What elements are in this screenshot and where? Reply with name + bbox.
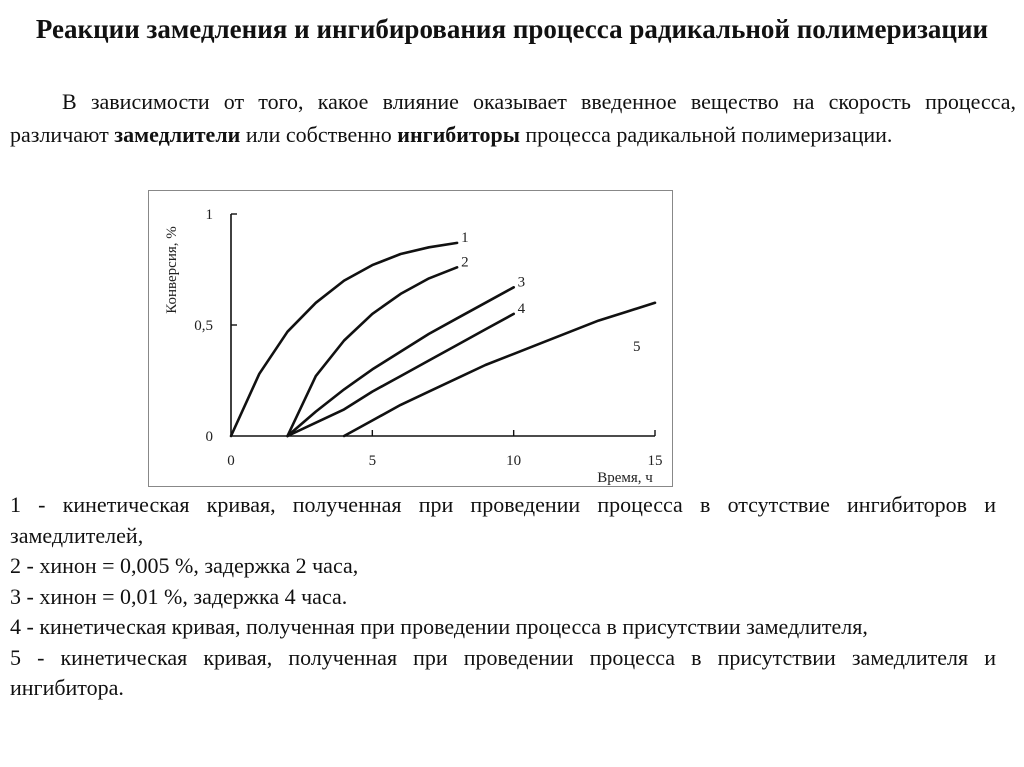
series-3-label: 3 xyxy=(517,274,526,291)
series-2-label: 2 xyxy=(461,254,469,271)
page-title: Реакции замедления и ингибирования процесса радикальной полимеризации xyxy=(35,14,989,44)
series-4-line xyxy=(288,314,514,436)
intro-text-2: или собственно xyxy=(240,122,398,147)
y-tick-label: 1 xyxy=(205,207,213,223)
y-axis-label: Конверсия, % xyxy=(164,226,180,314)
term-inhibitors: ингибиторы xyxy=(397,122,520,147)
series-3-line xyxy=(288,287,514,436)
x-tick-label: 5 xyxy=(368,453,377,469)
series-1-label: 1 xyxy=(461,229,469,246)
note-item: 2 - хинон = 0,005 %, задержка 2 часа, xyxy=(10,553,359,578)
series-5-label: 5 xyxy=(633,338,641,355)
series-4-label: 4 xyxy=(517,300,526,317)
note-item: 1 - кинетическая кривая, полученная при проведении процесса в отсутствие ингибиторов и замедлителей, xyxy=(10,492,996,548)
x-tick-label: 0 xyxy=(227,453,235,469)
y-tick-label: 0 xyxy=(205,429,213,445)
x-axis-label: Время, ч xyxy=(597,470,653,486)
x-tick-label: 15 xyxy=(647,453,663,469)
x-tick-label: 10 xyxy=(506,453,522,469)
note-item: 3 - хинон = 0,01 %, задержка 4 часа. xyxy=(10,583,348,609)
note-item: 4 - кинетическая кривая, полученная при проведении процесса в присутствии замедлителя, xyxy=(10,614,868,639)
series-2-line xyxy=(288,267,458,436)
note-item: 5 - кинетическая кривая, полученная при проведении процесса в присутствии замедлителя и ингибитора. xyxy=(10,644,996,700)
y-tick-label: 0,5 xyxy=(194,318,213,334)
legend-notes xyxy=(10,490,996,704)
intro-text-3: процесса радикальной полимеризации. xyxy=(519,122,893,147)
intro-text-1: В зависимости от того, какое влияние оказывает введенное вещество на скорость процесса, различают xyxy=(10,89,1016,147)
term-retarders: замедлители xyxy=(114,122,241,147)
